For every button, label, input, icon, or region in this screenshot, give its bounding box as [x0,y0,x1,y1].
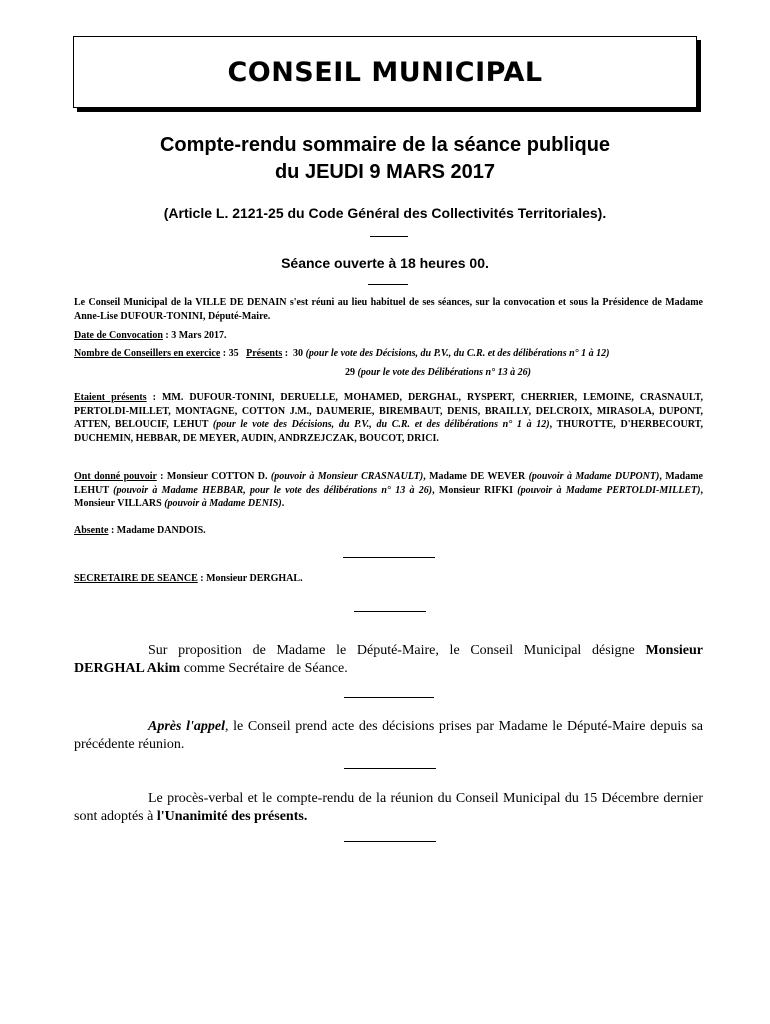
pouvoir-1: : Monsieur COTTON D. [156,471,271,482]
presents-note-2: (pour le vote des Délibérations n° 13 à 26) [357,367,531,378]
counts-line-2 [345,366,703,380]
divider [370,236,408,237]
counts-line [74,347,703,361]
paragraph-secretaire [74,642,703,678]
presents-value-2: 29 [345,367,358,378]
pouvoirs-label: Ont donné pouvoir [74,471,157,482]
presents-paragraph [74,391,703,445]
divider [354,611,426,612]
absente-line [74,524,703,538]
paragraph-1-text-c: comme Secrétaire de Séance. [180,661,348,676]
pouvoir-3-note: (pouvoir à Madame HEBBAR, pour le vote des délibérations n° 13 à 26) [113,484,433,496]
divider [368,284,408,285]
pouvoir-4: , Monsieur RIFKI [432,484,518,496]
divider [344,841,436,842]
pouvoir-5-note: (pouvoir à Madame DENIS) [164,498,282,509]
article-reference: (Article L. 2121-25 du Code Général des Collectivités Territoriales). [163,205,607,221]
absente-value: : Madame DANDOIS. [108,525,206,536]
presents-list-note: (pour le vote des Décisions, du P.V., du C.R. et des délibérations n° 1 à 12) [212,419,550,430]
paragraph-1-text-a: Sur proposition de Madame le Député-Maire, le Conseil Municipal désigne [148,643,646,658]
secretaire-line [74,572,703,586]
presents-note-1: (pour le vote des Décisions, du P.V., du C.R. et des délibérations n° 1 à 12) [305,348,610,359]
divider [344,768,436,769]
pouvoir-2-note: (pouvoir à Madame DUPONT) [528,471,660,482]
pouvoir-1-note: (pouvoir à Monsieur CRASNAULT) [270,471,424,482]
paragraph-appel [74,718,703,754]
secretaire-value: : Monsieur DERGHAL. [197,573,303,584]
paragraph-1-bold: Monsieur DERGHAL Akim [74,643,703,676]
title-box [73,36,697,108]
paragraph-2-bold: Après l'appel [148,719,225,734]
pouvoir-2: , Madame DE WEVER [423,471,529,482]
divider [343,557,435,558]
subtitle-line-1: Compte-rendu sommaire de la séance publique [159,134,611,156]
paragraph-2-text: , le Conseil prend acte des décisions prises par Madame le Député-Maire depuis sa précédente réunion. [74,719,703,752]
convocation-label: Date de Convocation [74,330,163,341]
exercice-label: Nombre de Conseillers en exercice [74,348,221,359]
presents-list-1: : MM. DUFOUR-TONINI, DERUELLE, MOHAMED, DERGHAL, RYSPERT, CHERRIER, LEMOINE, CRASNAULT, PERTOLDI-MILLET, MONTAGNE, COTTON J.M., DAUMERIE, BIREMBAUT, DENIS, BRAILLY, DELCROIX, MIRASOLA, DUPONT, ATTEN, BELOUCIF, LEHUT [74,392,703,430]
absente-label: Absente [74,525,109,536]
presents-list-2: , THUROTTE, D'HERBECOURT, DUCHEMIN, HEBBAR, DE MEYER, AUDIN, ANDRZEJCZAK, BOUCOT, DRICI. [74,419,704,444]
divider [344,697,434,698]
paragraph-pv [74,790,703,826]
pouvoirs-end: . [281,498,285,509]
presents-value-1: : 30 [282,348,306,359]
page-title: CONSEIL MUNICIPAL [227,56,543,88]
presents-list-label: Etaient présents [74,392,147,403]
paragraph-3-bold: l'Unanimité des présents. [156,809,308,824]
intro-paragraph: Le Conseil Municipal de la VILLE DE DENAIN s'est réuni au lieu habituel de ses séances, sur la convocation et sous la Présidence de Madame Anne-Lise DUFOUR-TONINI, Député-Maire. [74,297,703,322]
paragraph-3-text: Le procès-verbal et le compte-rendu de la réunion du Conseil Municipal du 15 Décembre dernier sont adoptés à [74,791,703,824]
subtitle-line-2: du JEUDI 9 MARS 2017 [274,161,496,183]
presents-label: Présents [246,348,283,359]
pouvoir-4-note: (pouvoir à Madame PERTOLDI-MILLET) [517,484,701,496]
pouvoir-3: , Madame LEHUT [74,471,703,496]
convocation-line [74,329,703,343]
pouvoir-5: , Monsieur VILLARS [74,484,703,509]
exercice-value: : 35 [220,348,247,359]
secretaire-label: SECRETAIRE DE SEANCE [74,573,198,584]
convocation-value: : 3 Mars 2017. [162,330,227,341]
pouvoirs-paragraph [74,470,703,511]
opening-time: Séance ouverte à 18 heures 00. [281,255,489,271]
